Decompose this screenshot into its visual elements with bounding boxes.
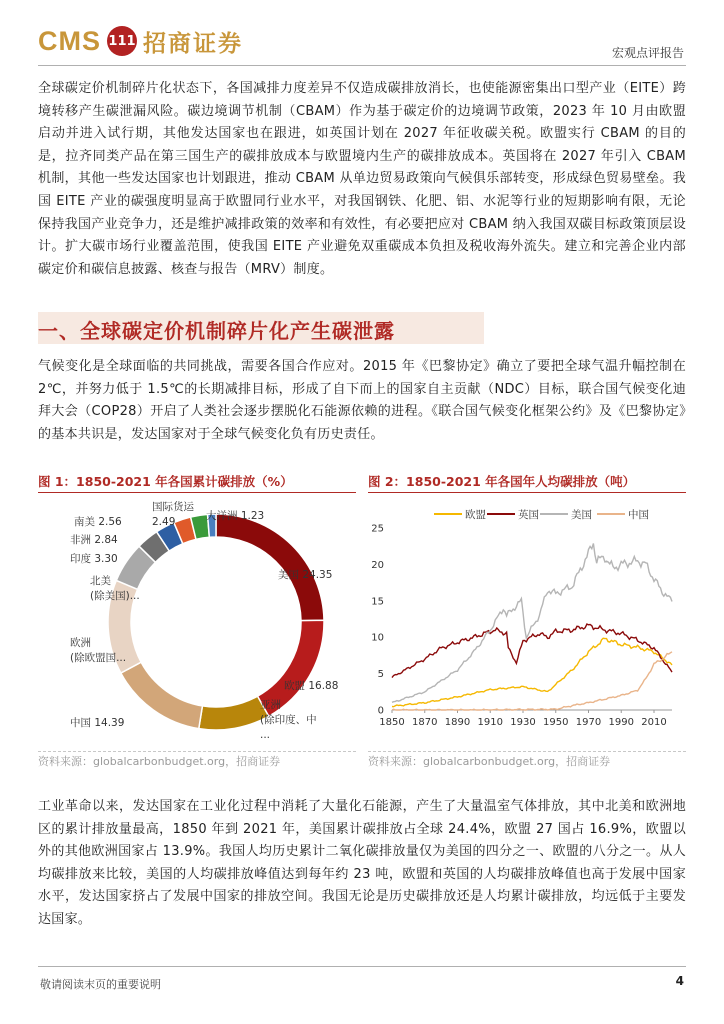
pie-label-7: 非洲 2.84 (70, 534, 118, 546)
y-tick-3: 15 (371, 596, 384, 608)
y-tick-1: 5 (377, 669, 384, 681)
page-number: 4 (675, 974, 684, 988)
header-divider (38, 65, 686, 66)
figure1-donut-chart (38, 494, 356, 748)
pie-label-0: 美国 24.35 (278, 569, 333, 581)
legend-label-0: 欧盟 (465, 509, 486, 521)
pie-label-4-line-1: (除欧盟国... (70, 652, 127, 664)
series-line-1 (392, 624, 672, 678)
x-tick-5: 1950 (543, 717, 569, 728)
x-tick-7: 1990 (608, 717, 634, 728)
figure1-title-rule (38, 492, 356, 493)
closing-paragraph: 工业革命以来，发达国家在工业化过程中消耗了大量化石能源，产生了大量温室气体排放，其中北美和欧洲地区的累计排放量最高，1850 年到 2021 年，美国累计碳排放占全球 24.4%，欧盟 27 国占 16.9%，欧盟以外的其他欧洲国家占 13.9%。我国人均历史累计二氧化碳排放量仅为美国的四分之一、欧盟的八分之一。从人均碳排放来比较，美国的人均碳排放峰值达到每年约 23 吨，欧盟和英国的人均碳排放峰值也高于发展中国家水平，发达国家挤占了发展中国家的排放空间。我国无论是历史碳排放还是人均累计碳排放，均远低于主要发达国家。 (38, 799, 686, 927)
figure1-title: 图 1：1850-2021 年各国累计碳排放（%） (38, 474, 293, 489)
pie-label-10: 大洋洲 1.23 (206, 510, 265, 522)
figure1-source: 资料来源：globalcarbonbudget.org，招商证券 (38, 755, 281, 768)
section-paragraph: 气候变化是全球面临的共同挑战，需要各国合作应对。2015 年《巴黎协定》确立了要把全球气温升幅控制在 2℃，并努力低于 1.5℃的长期减排目标，形成了自下而上的国家自主贡献（NDC）目标，联合国气候变化迪拜大会（COP28）开启了人类社会逐步摆脱化石能源依赖的进程。《联合国气候变化框架公约》及《巴黎协定》的基本共识是，发达国家对于全球气候变化负有历史责任。 (38, 359, 686, 442)
x-tick-6: 1970 (575, 717, 602, 728)
pie-label-1: 欧盟 16.88 (284, 680, 339, 692)
x-tick-2: 1890 (444, 717, 471, 728)
report-type: 宏观点评报告 (611, 46, 684, 60)
x-tick-3: 1910 (477, 717, 503, 728)
series-line-2 (392, 544, 672, 703)
company-logo (38, 24, 243, 58)
logo-text: CMS (38, 25, 101, 56)
pie-label-2-line-0: 亚洲 (260, 699, 281, 711)
section-title: 一、全球碳定价机制碎片化产生碳泄露 (38, 319, 395, 343)
x-tick-8: 2010 (641, 717, 667, 728)
pie-slice-3 (121, 662, 203, 728)
logo-badge: 111 (107, 26, 137, 56)
y-tick-2: 10 (371, 632, 384, 644)
y-tick-0: 0 (377, 705, 384, 717)
pie-slice-0 (216, 514, 324, 621)
section-heading (38, 312, 484, 344)
figure2-source: 资料来源：globalcarbonbudget.org，招商证券 (368, 755, 611, 768)
logo-cn-name: 招商证券 (143, 30, 243, 57)
figure2-title-rule (368, 492, 686, 493)
legend-label-3: 中国 (628, 509, 649, 521)
pie-label-3: 中国 14.39 (70, 717, 125, 729)
x-tick-0: 1850 (379, 717, 405, 728)
series-line-0 (392, 638, 672, 706)
y-tick-4: 20 (371, 559, 384, 571)
pie-label-5-line-0: 北美 (90, 575, 111, 587)
footer-divider (38, 966, 686, 967)
pie-label-2-line-2: ... (260, 729, 271, 741)
pie-label-9-line-0: 国际货运 (152, 501, 194, 513)
x-tick-1: 1870 (412, 717, 438, 728)
intro-paragraph: 全球碳定价机制碎片化状态下，各国减排力度差异不仅造成碳排放消长，也使能源密集出口型产业（EITE）跨境转移产生碳泄漏风险。碳边境调节机制（CBAM）作为基于碳定价的边境调节政策，2023 年 10 月由欧盟启动并进入试行期，其他发达国家也在跟进，如英国计划在 2027 年征收碳关税。欧盟实行 CBAM 的目的是，拉齐同类产品在第三国生产的碳排放成本与欧盟境内生产的碳排放成本。英国将在 2027 年引入 CBAM 机制，其他一些发达国家也计划跟进，推动 CBAM 从单边贸易政策向气候俱乐部转变，形成绿色贸易壁垒。我国 EITE 产业的碳强度明显高于欧盟同行业水平，对我国钢铁、化肥、铝、水泥等行业的短期影响有限，无论保持我国产业竞争力，还是维护减排政策的效率和有效性，有必要把应对 CBAM 纳入我国双碳目标政策顶层设计。扩大碳市场行业覆盖范围，使我国 EITE 产业避免双重碳成本负担及税收海外流失。建立和完善企业内部碳定价和碳信息披露、核查与报告（MRV）制度。 (38, 81, 686, 277)
pie-label-5-line-1: (除美国)... (90, 590, 140, 602)
pie-label-8: 南美 2.56 (74, 516, 122, 528)
footer-note: 敬请阅读末页的重要说明 (40, 978, 161, 991)
figure2-title: 图 2：1850-2021 年各国年人均碳排放（吨） (368, 474, 636, 489)
legend-label-2: 美国 (571, 509, 592, 521)
figure1-dash-rule (38, 751, 356, 752)
y-tick-5: 25 (371, 523, 384, 535)
figure2-line-chart (362, 494, 688, 748)
legend-label-1: 英国 (518, 509, 539, 521)
pie-label-4-line-0: 欧洲 (70, 637, 91, 649)
figure2-dash-rule (368, 751, 686, 752)
pie-label-6: 印度 3.30 (70, 553, 118, 565)
pie-label-2-line-1: (除印度、中 (260, 714, 317, 726)
pie-label-9-line-1: 2.49 (152, 516, 176, 528)
x-tick-4: 1930 (510, 717, 536, 728)
pie-slice-2 (199, 696, 269, 730)
